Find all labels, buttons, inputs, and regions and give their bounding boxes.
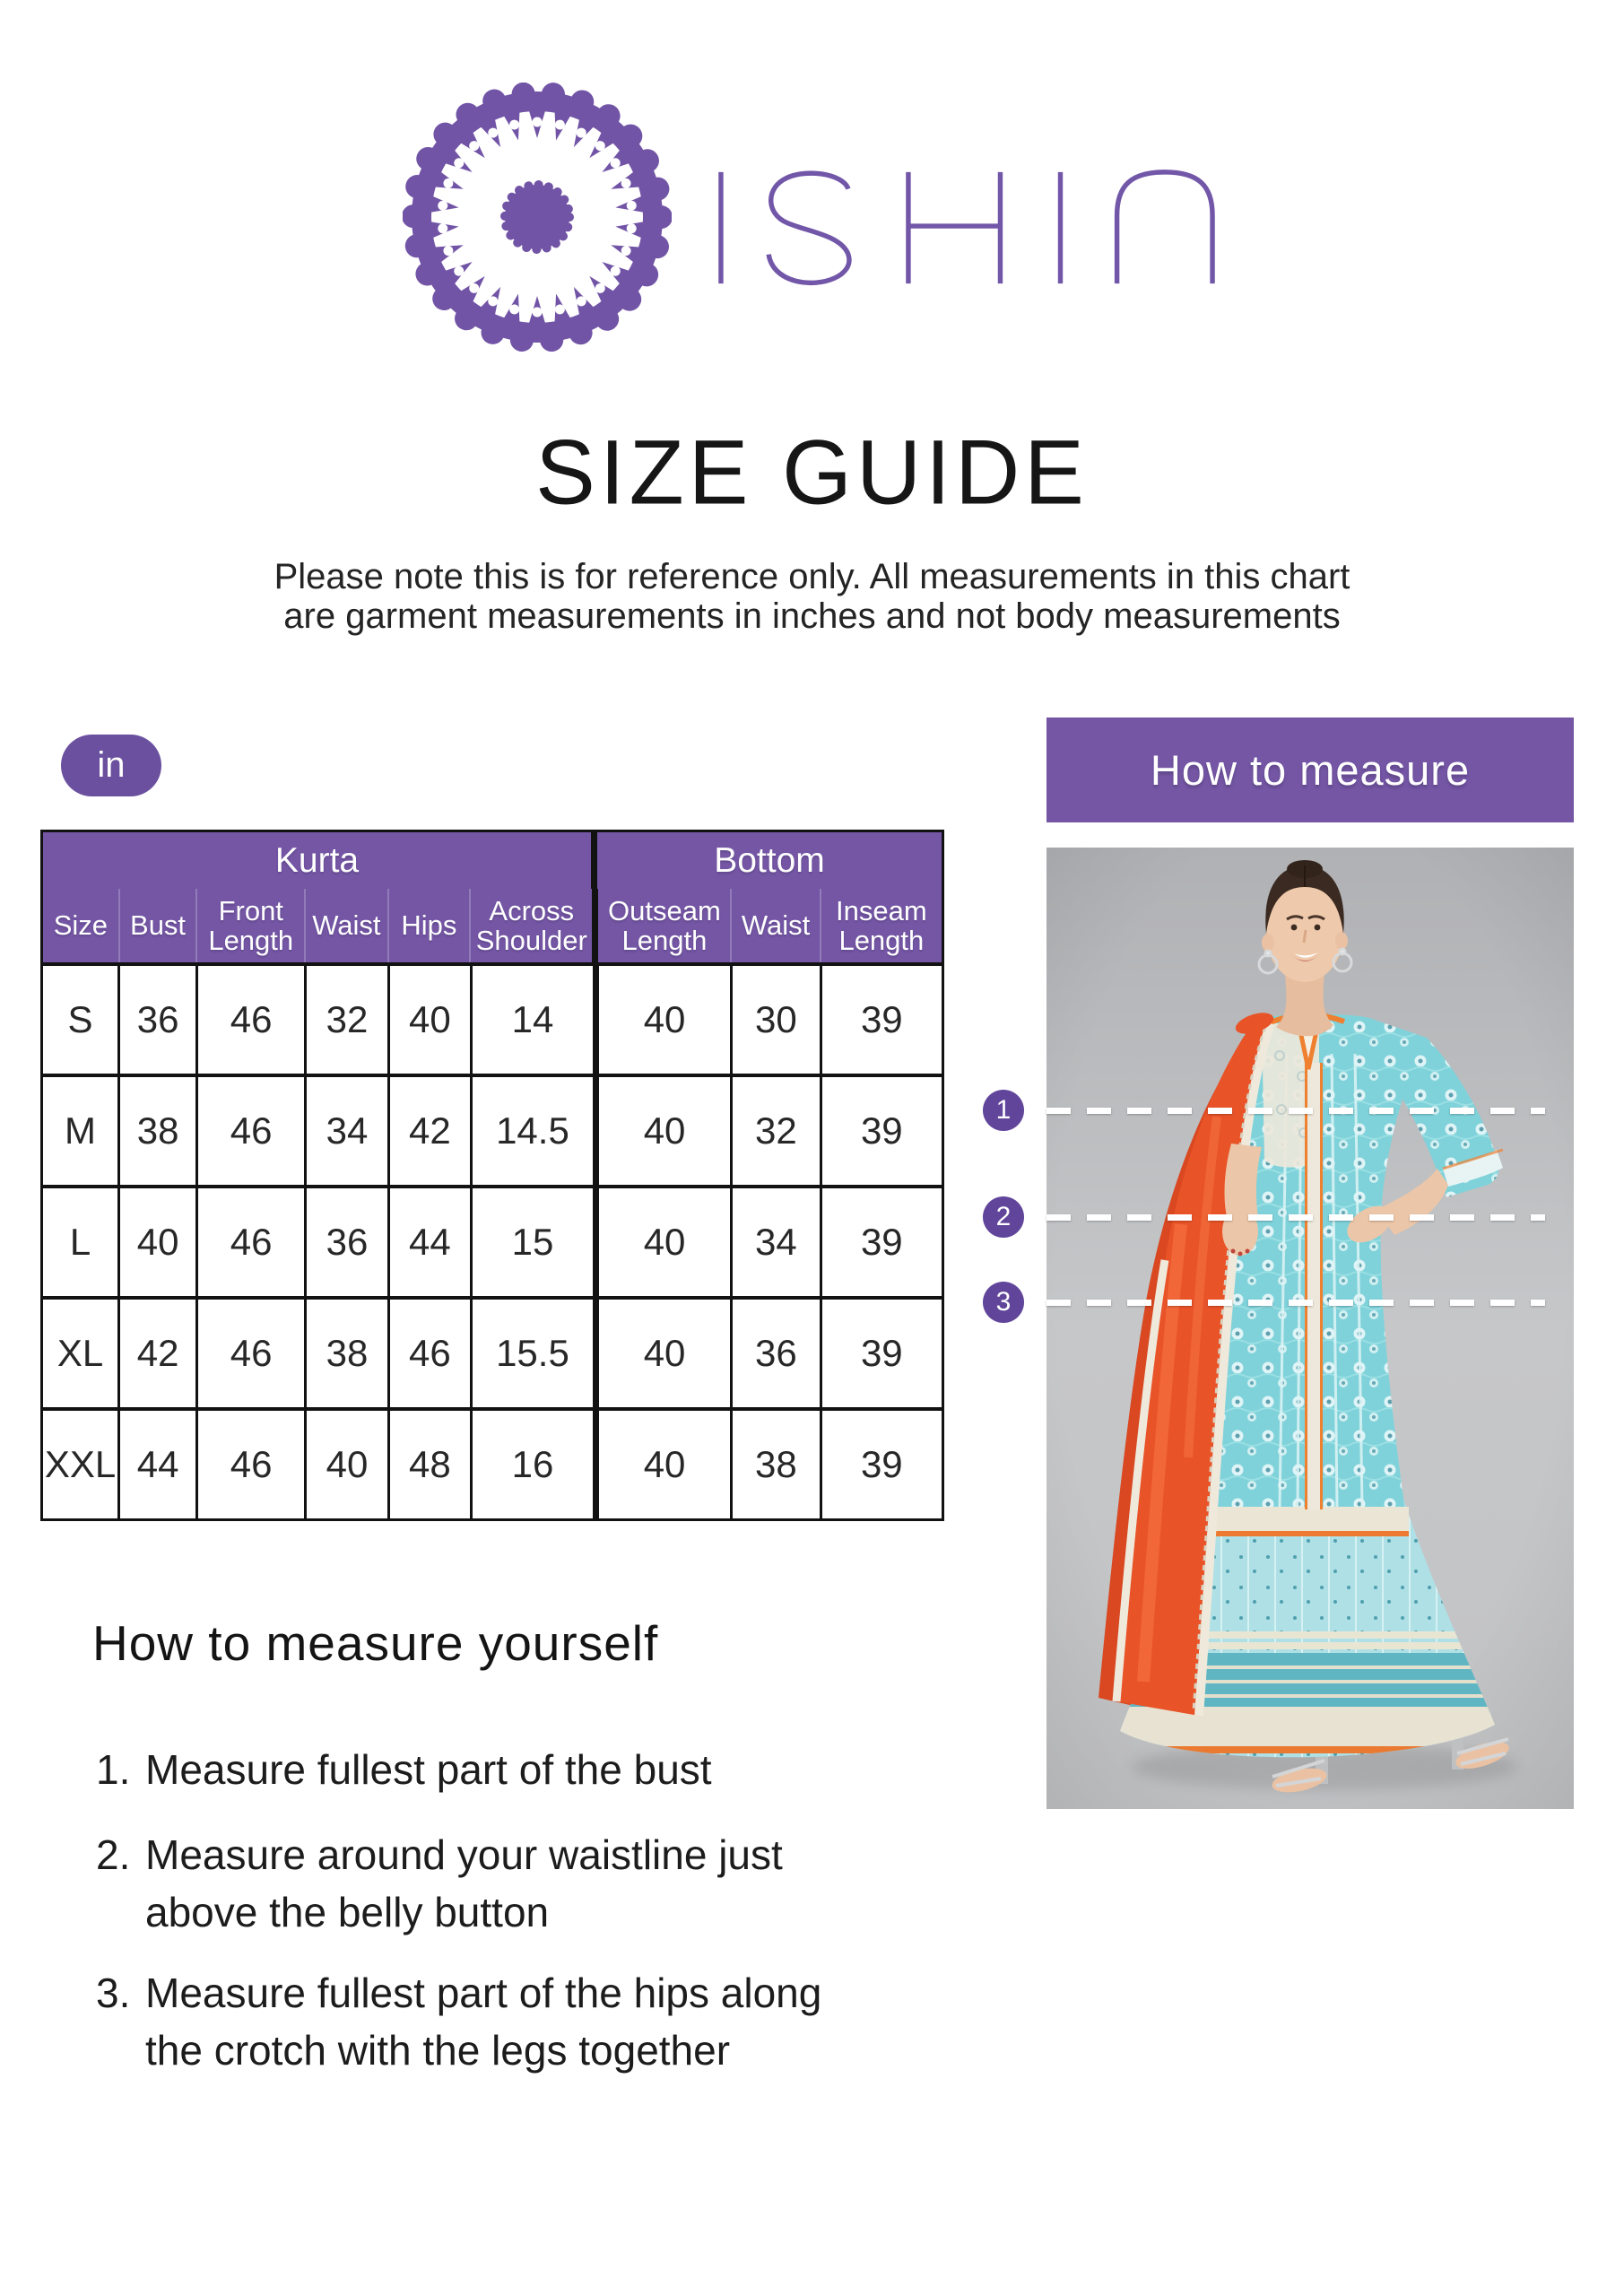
brand-mandala-icon <box>403 83 672 352</box>
unit-badge: in <box>61 735 161 796</box>
value-cell: 46 <box>198 1188 307 1296</box>
value-cell: 38 <box>307 1300 390 1407</box>
size-cell: S <box>43 966 120 1074</box>
value-cell: 39 <box>822 1077 942 1185</box>
value-cell: 46 <box>198 1300 307 1407</box>
value-cell: 40 <box>390 966 473 1074</box>
value-cell: 46 <box>198 966 307 1074</box>
value-cell: 40 <box>599 1077 733 1185</box>
value-cell: 44 <box>390 1188 473 1296</box>
instruction-item-2 <box>96 1826 783 1942</box>
value-cell: 40 <box>599 1188 733 1296</box>
how-to-measure-banner: How to measure <box>1046 718 1574 822</box>
instruction-item-1 <box>96 1741 712 1798</box>
value-cell: 48 <box>390 1411 473 1518</box>
item-number: 3. <box>96 1970 131 2016</box>
value-cell: 39 <box>822 966 942 1074</box>
column-header-across-shoulder: Across Shoulder <box>471 889 598 962</box>
section-header-bottom: Bottom <box>714 840 825 880</box>
brand-wordmark <box>717 169 1216 287</box>
table-row <box>43 1407 942 1518</box>
value-cell: 40 <box>307 1411 390 1518</box>
value-cell: 39 <box>822 1300 942 1407</box>
value-cell: 40 <box>599 1300 733 1407</box>
value-cell: 38 <box>733 1411 822 1518</box>
value-cell: 40 <box>120 1188 198 1296</box>
size-cell: L <box>43 1188 120 1296</box>
column-header-inseam-length: Inseam Length <box>836 894 927 956</box>
value-cell: 46 <box>198 1077 307 1185</box>
size-cell: M <box>43 1077 120 1185</box>
item-text: Measure fullest part of the bust <box>145 1746 712 1793</box>
instructions-heading: How to measure yourself <box>92 1615 659 1671</box>
column-header-front-length: Front Length <box>197 889 306 962</box>
measure-marker-1: 1 <box>983 1090 1024 1131</box>
value-cell: 14.5 <box>473 1077 599 1185</box>
table-row <box>43 1074 942 1185</box>
column-header-outseam-length: Outseam Length <box>598 889 732 962</box>
page-title: SIZE GUIDE <box>535 421 1089 525</box>
value-cell: 39 <box>822 1188 942 1296</box>
column-header-waist: Waist <box>306 889 389 962</box>
value-cell: 16 <box>473 1411 599 1518</box>
value-cell: 39 <box>822 1411 942 1518</box>
value-cell: 32 <box>307 966 390 1074</box>
column-header-bust: Bust <box>120 889 198 962</box>
waist-dashed-line <box>1046 1214 1545 1221</box>
size-cell: XXL <box>43 1411 120 1518</box>
model-photo <box>1046 848 1574 1809</box>
table-section-header-row <box>43 832 942 889</box>
size-cell: XL <box>43 1300 120 1407</box>
column-header-size: Size <box>43 889 120 962</box>
value-cell: 42 <box>390 1077 473 1185</box>
value-cell: 40 <box>599 966 733 1074</box>
value-cell: 46 <box>390 1300 473 1407</box>
model-illustration <box>1046 848 1574 1809</box>
column-header-bottom-waist: Waist <box>732 889 821 962</box>
value-cell: 38 <box>120 1077 198 1185</box>
reference-note-line1: Please note this is for reference only. All measurements in this chart <box>274 557 1350 596</box>
reference-note <box>0 558 1624 636</box>
item-text: Measure fullest part of the hips along the crotch with the legs together <box>145 1970 822 2074</box>
section-header-kurta: Kurta <box>43 832 597 889</box>
value-cell: 42 <box>120 1300 198 1407</box>
value-cell: 36 <box>733 1300 822 1407</box>
table-row <box>43 1185 942 1296</box>
value-cell: 46 <box>198 1411 307 1518</box>
value-cell: 15.5 <box>473 1300 599 1407</box>
hips-dashed-line <box>1046 1300 1545 1306</box>
item-number: 2. <box>96 1831 131 1878</box>
table-row <box>43 1296 942 1407</box>
value-cell: 34 <box>733 1188 822 1296</box>
value-cell: 30 <box>733 966 822 1074</box>
measure-marker-3: 3 <box>983 1282 1024 1323</box>
reference-note-line2: are garment measurements in inches and not body measurements <box>283 596 1341 636</box>
value-cell: 14 <box>473 966 599 1074</box>
value-cell: 32 <box>733 1077 822 1185</box>
value-cell: 36 <box>307 1188 390 1296</box>
measure-marker-2: 2 <box>983 1196 1024 1238</box>
column-header-hips: Hips <box>389 889 472 962</box>
table-column-header-row <box>43 889 942 962</box>
value-cell: 15 <box>473 1188 599 1296</box>
size-table-body <box>43 962 942 1518</box>
size-table <box>40 830 944 1521</box>
table-row <box>43 962 942 1074</box>
item-text: Measure around your waistline just above the belly button <box>145 1831 783 1936</box>
value-cell: 40 <box>599 1411 733 1518</box>
value-cell: 34 <box>307 1077 390 1185</box>
value-cell: 44 <box>120 1411 198 1518</box>
instruction-item-3 <box>96 1964 821 2080</box>
bust-dashed-line <box>1046 1108 1545 1114</box>
item-number: 1. <box>96 1746 131 1793</box>
value-cell: 36 <box>120 966 198 1074</box>
